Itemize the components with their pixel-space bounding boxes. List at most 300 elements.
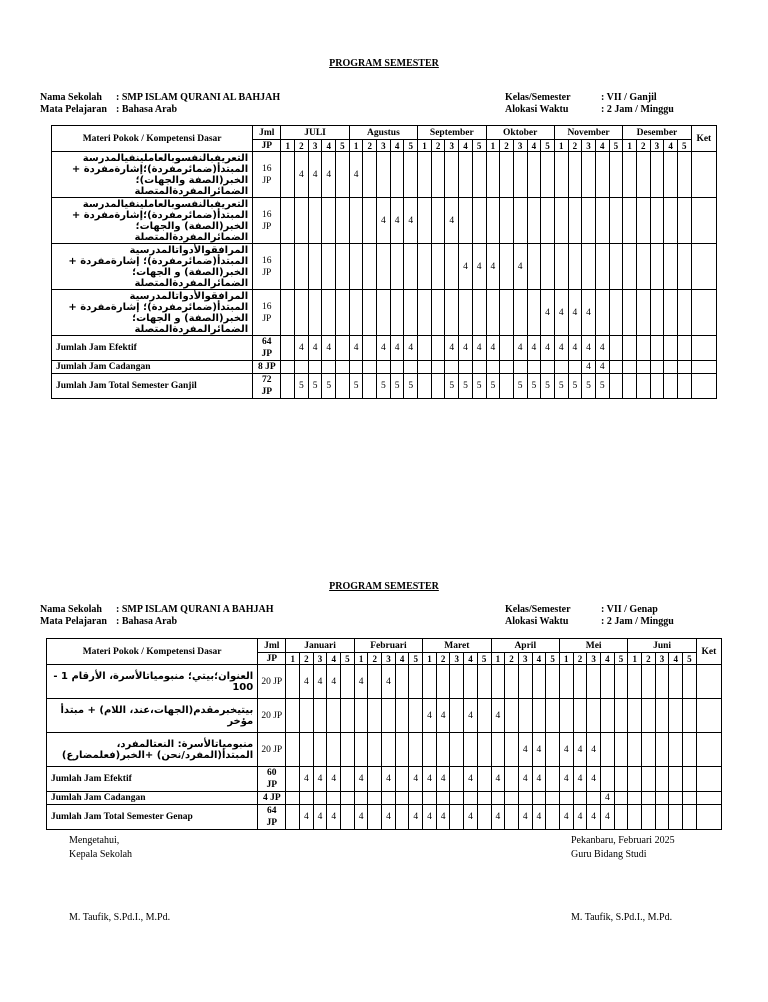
week-number: 5 xyxy=(477,653,491,665)
week-cell xyxy=(683,792,697,805)
school-value: : SMP ISLAM QURANI A BAHJAH xyxy=(116,604,274,615)
ket-cell xyxy=(696,733,721,767)
header-left-genap xyxy=(40,604,274,628)
ket-cell xyxy=(696,805,721,830)
week-cell xyxy=(623,374,637,399)
week-cell xyxy=(532,792,546,805)
week-cell xyxy=(377,361,391,374)
week-cell xyxy=(336,374,350,399)
table-row xyxy=(47,665,722,699)
week-cell: 4 xyxy=(313,665,327,699)
week-cell: 4 xyxy=(404,198,418,244)
week-number: 2 xyxy=(363,140,377,152)
week-cell xyxy=(655,792,669,805)
week-cell xyxy=(459,152,473,198)
week-cell: 4 xyxy=(587,805,601,830)
table-row xyxy=(47,733,722,767)
summary-label: Jumlah Jam Total Semester Ganjil xyxy=(52,374,253,399)
week-cell xyxy=(664,290,678,336)
semester-table-genap xyxy=(46,638,722,830)
week-cell xyxy=(349,290,363,336)
week-cell xyxy=(354,699,368,733)
week-cell xyxy=(683,665,697,699)
column-header-materi: Materi Pokok / Kompetensi Dasar xyxy=(47,639,258,665)
week-number: 4 xyxy=(322,140,336,152)
summary-label: Jumlah Jam Cadangan xyxy=(52,361,253,374)
week-cell: 4 xyxy=(532,805,546,830)
week-cell xyxy=(281,361,295,374)
week-cell xyxy=(628,805,642,830)
week-cell xyxy=(431,198,445,244)
week-cell xyxy=(368,665,382,699)
week-cell xyxy=(418,290,432,336)
week-cell: 5 xyxy=(513,374,527,399)
time-label: Alokasi Waktu xyxy=(505,616,569,627)
week-cell xyxy=(655,665,669,699)
ket-cell xyxy=(691,361,716,374)
summary-label: Jumlah Jam Cadangan xyxy=(47,792,258,805)
week-cell xyxy=(336,244,350,290)
week-number: 1 xyxy=(486,140,500,152)
week-cell xyxy=(486,152,500,198)
week-cell xyxy=(568,152,582,198)
jp-cell: 16 JP xyxy=(253,290,281,336)
week-cell xyxy=(286,792,300,805)
week-cell: 4 xyxy=(349,152,363,198)
subject-value: : Bahasa Arab xyxy=(116,104,178,115)
week-cell xyxy=(677,361,691,374)
week-cell xyxy=(445,290,459,336)
month-header: November xyxy=(554,126,622,140)
week-cell xyxy=(491,665,505,699)
week-cell: 4 xyxy=(390,336,404,361)
summary-jp: 60 JP xyxy=(258,767,286,792)
week-cell: 4 xyxy=(300,805,314,830)
week-cell xyxy=(404,152,418,198)
week-cell: 4 xyxy=(573,733,587,767)
week-cell xyxy=(505,767,519,792)
week-cell: 5 xyxy=(349,374,363,399)
week-cell xyxy=(683,699,697,733)
week-cell xyxy=(436,733,450,767)
week-number: 5 xyxy=(336,140,350,152)
week-cell xyxy=(500,244,514,290)
principal-name: M. Taufik, S.Pd.I., M.Pd. xyxy=(69,912,171,923)
teacher-name: M. Taufik, S.Pd.I., M.Pd. xyxy=(571,912,673,923)
week-cell xyxy=(600,767,614,792)
summary-row xyxy=(52,374,717,399)
left-line1: Mengetahui, xyxy=(69,835,120,846)
week-cell xyxy=(486,290,500,336)
week-number: 3 xyxy=(518,653,532,665)
jp-cell: 16 JP xyxy=(253,152,281,198)
week-cell xyxy=(281,336,295,361)
week-cell xyxy=(669,767,683,792)
week-number: 2 xyxy=(431,140,445,152)
week-cell: 4 xyxy=(295,336,309,361)
week-cell xyxy=(377,244,391,290)
week-cell xyxy=(404,290,418,336)
week-cell: 4 xyxy=(404,336,418,361)
column-header-jp: JP xyxy=(253,140,281,152)
week-cell: 4 xyxy=(354,665,368,699)
week-cell: 4 xyxy=(313,767,327,792)
week-cell xyxy=(363,336,377,361)
month-header: Januari xyxy=(286,639,354,653)
week-cell xyxy=(559,792,573,805)
week-cell: 4 xyxy=(472,336,486,361)
week-cell xyxy=(664,336,678,361)
class-label: Kelas/Semester xyxy=(505,604,571,615)
week-cell: 4 xyxy=(459,336,473,361)
week-cell xyxy=(281,198,295,244)
week-cell: 4 xyxy=(436,699,450,733)
week-cell xyxy=(382,733,396,767)
week-cell xyxy=(683,767,697,792)
week-cell xyxy=(628,767,642,792)
week-cell xyxy=(431,361,445,374)
week-cell xyxy=(295,361,309,374)
week-number: 2 xyxy=(636,140,650,152)
week-cell xyxy=(677,374,691,399)
week-cell: 5 xyxy=(308,374,322,399)
week-cell xyxy=(628,665,642,699)
week-cell xyxy=(477,792,491,805)
week-cell: 5 xyxy=(322,374,336,399)
week-cell xyxy=(464,733,478,767)
week-number: 5 xyxy=(404,140,418,152)
week-cell: 4 xyxy=(518,733,532,767)
week-cell: 4 xyxy=(582,336,596,361)
summary-label: Jumlah Jam Total Semester Genap xyxy=(47,805,258,830)
week-number: 1 xyxy=(423,653,437,665)
week-number: 4 xyxy=(669,653,683,665)
week-cell xyxy=(477,805,491,830)
week-number: 1 xyxy=(559,653,573,665)
week-cell xyxy=(582,244,596,290)
week-cell xyxy=(395,733,409,767)
table-row xyxy=(52,198,717,244)
week-cell xyxy=(341,767,355,792)
week-cell xyxy=(423,733,437,767)
week-cell xyxy=(677,152,691,198)
week-number: 1 xyxy=(418,140,432,152)
signature-left xyxy=(69,834,132,862)
week-number: 3 xyxy=(377,140,391,152)
week-cell xyxy=(436,792,450,805)
week-number: 2 xyxy=(300,653,314,665)
week-cell: 4 xyxy=(559,733,573,767)
class-value: : VII / Genap xyxy=(601,604,658,615)
week-cell xyxy=(336,361,350,374)
week-cell: 4 xyxy=(600,805,614,830)
week-cell: 4 xyxy=(313,805,327,830)
week-cell: 4 xyxy=(464,699,478,733)
month-header: Desember xyxy=(623,126,691,140)
week-cell xyxy=(382,699,396,733)
week-cell xyxy=(582,152,596,198)
week-cell xyxy=(650,152,664,198)
week-cell: 5 xyxy=(377,374,391,399)
week-cell xyxy=(354,792,368,805)
week-cell xyxy=(395,767,409,792)
week-cell: 4 xyxy=(377,336,391,361)
week-cell xyxy=(295,198,309,244)
week-cell xyxy=(554,198,568,244)
week-number: 3 xyxy=(650,140,664,152)
week-cell: 5 xyxy=(541,374,555,399)
week-cell xyxy=(518,792,532,805)
week-cell xyxy=(573,792,587,805)
week-cell: 4 xyxy=(300,767,314,792)
signature-right xyxy=(571,834,675,862)
week-cell xyxy=(518,665,532,699)
week-number: 4 xyxy=(327,653,341,665)
week-cell xyxy=(650,374,664,399)
month-header: Februari xyxy=(354,639,422,653)
week-cell xyxy=(286,665,300,699)
week-cell: 4 xyxy=(554,290,568,336)
month-header: Oktober xyxy=(486,126,554,140)
week-cell xyxy=(683,733,697,767)
week-cell xyxy=(395,665,409,699)
right-line2: Guru Bidang Studi xyxy=(571,849,647,860)
week-cell xyxy=(349,198,363,244)
week-cell: 4 xyxy=(582,290,596,336)
week-cell xyxy=(459,198,473,244)
week-number: 4 xyxy=(395,653,409,665)
week-cell: 4 xyxy=(587,767,601,792)
week-cell xyxy=(368,767,382,792)
week-cell xyxy=(527,361,541,374)
materi-cell: المرافقوالأدواتالمدرسية المبتدأ(ضمائرمفردة)؛ إشارةمفردة + الخبر(الصفة) و الجهات؛ الضمائرالمفردةالمتصلة xyxy=(52,290,253,336)
week-cell xyxy=(677,290,691,336)
week-cell xyxy=(623,361,637,374)
week-cell xyxy=(363,152,377,198)
week-cell xyxy=(500,198,514,244)
week-cell xyxy=(636,361,650,374)
week-cell xyxy=(505,699,519,733)
week-cell xyxy=(336,198,350,244)
summary-label: Jumlah Jam Efektif xyxy=(47,767,258,792)
week-cell: 4 xyxy=(423,767,437,792)
week-cell xyxy=(532,699,546,733)
week-cell xyxy=(382,792,396,805)
week-cell: 5 xyxy=(527,374,541,399)
week-cell xyxy=(500,152,514,198)
week-cell: 5 xyxy=(486,374,500,399)
ket-cell xyxy=(696,792,721,805)
header-right-ganjil xyxy=(505,92,674,116)
week-cell xyxy=(459,361,473,374)
week-cell: 4 xyxy=(382,767,396,792)
week-cell xyxy=(636,198,650,244)
week-cell xyxy=(308,244,322,290)
week-cell xyxy=(349,244,363,290)
week-cell: 4 xyxy=(559,805,573,830)
week-cell xyxy=(505,792,519,805)
week-cell xyxy=(390,290,404,336)
week-cell: 4 xyxy=(377,198,391,244)
week-cell xyxy=(431,152,445,198)
week-cell xyxy=(377,290,391,336)
week-cell xyxy=(527,290,541,336)
week-cell xyxy=(677,336,691,361)
week-cell xyxy=(423,665,437,699)
week-cell xyxy=(395,699,409,733)
week-cell xyxy=(587,792,601,805)
week-number: 1 xyxy=(349,140,363,152)
summary-label: Jumlah Jam Efektif xyxy=(52,336,253,361)
summary-jp: 64 JP xyxy=(253,336,281,361)
week-cell xyxy=(527,198,541,244)
week-cell xyxy=(609,374,623,399)
week-cell xyxy=(281,290,295,336)
week-cell xyxy=(609,152,623,198)
week-cell: 4 xyxy=(409,805,423,830)
week-cell xyxy=(642,792,656,805)
week-number: 2 xyxy=(500,140,514,152)
week-cell xyxy=(418,198,432,244)
week-cell: 4 xyxy=(327,665,341,699)
week-cell xyxy=(363,361,377,374)
week-cell xyxy=(431,290,445,336)
week-cell xyxy=(614,665,628,699)
week-cell xyxy=(600,665,614,699)
column-header-ket: Ket xyxy=(691,126,716,152)
week-cell: 4 xyxy=(464,805,478,830)
week-cell: 5 xyxy=(390,374,404,399)
week-cell xyxy=(395,792,409,805)
week-cell xyxy=(450,805,464,830)
week-cell xyxy=(655,699,669,733)
week-cell xyxy=(582,198,596,244)
week-cell xyxy=(450,699,464,733)
week-cell xyxy=(513,361,527,374)
materi-cell: العنوان؛بيتي؛ منبومياتالأسرة، الأرقام 1 - 100 xyxy=(47,665,258,699)
week-cell xyxy=(609,244,623,290)
week-cell xyxy=(431,336,445,361)
week-cell xyxy=(300,733,314,767)
jp-cell: 16 JP xyxy=(253,244,281,290)
week-cell xyxy=(573,699,587,733)
summary-row xyxy=(47,805,722,830)
week-cell xyxy=(628,699,642,733)
right-line1: Pekanbaru, Februari 2025 xyxy=(571,835,675,846)
week-cell xyxy=(286,805,300,830)
ket-cell xyxy=(691,290,716,336)
week-cell xyxy=(609,290,623,336)
table-row xyxy=(47,699,722,733)
week-cell xyxy=(327,792,341,805)
week-cell: 4 xyxy=(573,767,587,792)
subject-label: Mata Pelajaran xyxy=(40,616,107,627)
week-number: 3 xyxy=(655,653,669,665)
week-cell: 4 xyxy=(595,336,609,361)
summary-row xyxy=(52,361,717,374)
week-cell: 4 xyxy=(532,733,546,767)
week-cell xyxy=(300,699,314,733)
week-cell xyxy=(281,244,295,290)
week-cell: 4 xyxy=(295,152,309,198)
week-number: 3 xyxy=(450,653,464,665)
week-cell: 5 xyxy=(459,374,473,399)
ket-cell xyxy=(691,198,716,244)
week-cell xyxy=(623,290,637,336)
week-cell xyxy=(368,805,382,830)
week-cell xyxy=(390,244,404,290)
week-cell xyxy=(546,792,560,805)
week-cell xyxy=(472,290,486,336)
week-cell xyxy=(445,244,459,290)
semester-table-ganjil xyxy=(51,125,717,399)
week-cell: 4 xyxy=(491,805,505,830)
week-cell xyxy=(308,361,322,374)
week-number: 5 xyxy=(341,653,355,665)
week-cell: 4 xyxy=(513,336,527,361)
week-cell xyxy=(477,665,491,699)
week-cell xyxy=(327,699,341,733)
week-cell xyxy=(313,733,327,767)
week-cell: 4 xyxy=(486,336,500,361)
week-cell xyxy=(464,792,478,805)
week-cell xyxy=(677,244,691,290)
week-cell xyxy=(404,244,418,290)
week-cell xyxy=(313,699,327,733)
week-number: 5 xyxy=(609,140,623,152)
week-cell: 4 xyxy=(541,290,555,336)
week-cell xyxy=(587,699,601,733)
week-cell: 4 xyxy=(322,336,336,361)
week-cell xyxy=(418,336,432,361)
week-cell xyxy=(554,152,568,198)
school-label: Nama Sekolah xyxy=(40,92,102,103)
table-row xyxy=(52,244,717,290)
month-header: Juni xyxy=(628,639,696,653)
class-value: : VII / Ganjil xyxy=(601,92,657,103)
week-cell: 4 xyxy=(491,699,505,733)
week-cell xyxy=(327,733,341,767)
week-number: 5 xyxy=(683,653,697,665)
week-cell xyxy=(614,767,628,792)
week-cell xyxy=(669,805,683,830)
week-cell xyxy=(363,374,377,399)
week-cell xyxy=(554,361,568,374)
materi-cell: منبومياتالأسرة: النعتالمفرد، المبتدأ(المفرد/نحن) +الخبر(فعلمضارع) xyxy=(47,733,258,767)
ket-cell xyxy=(696,665,721,699)
week-cell: 4 xyxy=(559,767,573,792)
week-cell xyxy=(541,152,555,198)
week-cell xyxy=(418,152,432,198)
week-cell: 5 xyxy=(595,374,609,399)
week-cell: 4 xyxy=(349,336,363,361)
week-cell xyxy=(664,152,678,198)
week-cell xyxy=(322,361,336,374)
week-cell xyxy=(477,733,491,767)
week-cell xyxy=(623,244,637,290)
week-cell: 4 xyxy=(486,244,500,290)
week-cell xyxy=(322,244,336,290)
week-cell xyxy=(669,699,683,733)
week-number: 4 xyxy=(532,653,546,665)
week-cell: 4 xyxy=(568,336,582,361)
week-cell xyxy=(477,699,491,733)
week-cell: 5 xyxy=(445,374,459,399)
subject-value: : Bahasa Arab xyxy=(116,616,178,627)
week-cell xyxy=(669,733,683,767)
week-cell xyxy=(683,805,697,830)
week-cell xyxy=(459,290,473,336)
